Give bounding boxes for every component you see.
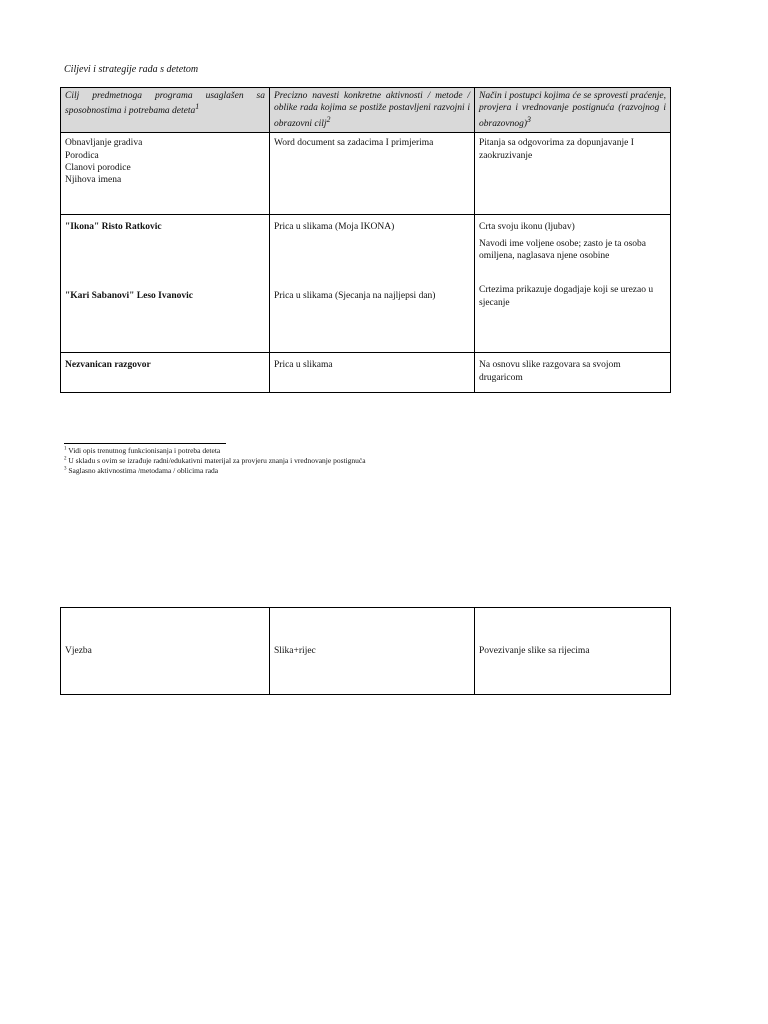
footnote-separator bbox=[64, 443, 226, 444]
cell-text: Nezvanican razgovor bbox=[65, 360, 151, 371]
cell-line: Clanovi porodice bbox=[65, 162, 131, 173]
cell-text: Prica u slikama (Sjecanja na najljepsi dan) bbox=[274, 290, 436, 301]
cell-text: Word document sa zadacima I primjerima bbox=[274, 138, 434, 149]
table-cell bbox=[270, 215, 475, 353]
cell-text: Prica u slikama bbox=[274, 360, 333, 371]
table-cell bbox=[475, 133, 671, 215]
footnote-ref: 1 bbox=[195, 102, 200, 112]
cell-line: Porodica bbox=[65, 150, 99, 161]
cell-text: Navodi ime voljene osobe; zasto je ta osoba omiljena, naglasava njene osobine bbox=[479, 238, 646, 261]
table-row bbox=[61, 353, 671, 393]
table-cell: Povezivanje slike sa rijecima bbox=[475, 608, 671, 695]
table-row bbox=[61, 215, 671, 353]
cell-text: Crta svoju ikonu (ljubav) bbox=[479, 222, 575, 233]
header-cell-evaluation: Način i postupci kojima će se sprovesti praćenje, provjera i vrednovanje postignuća (razvojnog i obrazovnog)$^3$ bbox=[475, 88, 671, 133]
table-cell bbox=[475, 215, 671, 353]
table-row bbox=[61, 133, 671, 215]
table-cell: Slika+rijec bbox=[270, 608, 475, 695]
header-cell-goal: Cilj predmetnoga programa usaglašen sa sposobnostima i potrebama deteta$^1$ bbox=[61, 88, 270, 133]
document-title: Ciljevi i strategije rada s detetom bbox=[64, 64, 199, 75]
header-row bbox=[61, 88, 671, 133]
cell-line: Njihova imena bbox=[65, 175, 122, 186]
story-title: "Kari Sabanovi" Leso Ivanovic bbox=[65, 290, 193, 301]
goals-table bbox=[60, 87, 671, 393]
footnote-ref: 2 bbox=[326, 114, 331, 124]
footnotes bbox=[64, 446, 366, 475]
cell-text: Prica u slikama (Moja IKONA) bbox=[274, 222, 395, 233]
table-cell bbox=[475, 353, 671, 393]
cell-text: Pitanja sa odgovorima za dopunjavanje I zaokruzivanje bbox=[479, 138, 634, 161]
footnote-ref: 3 bbox=[527, 114, 531, 124]
table-cell bbox=[61, 215, 270, 353]
cell-line: Obnavljanje gradiva bbox=[65, 138, 143, 149]
table-cell bbox=[270, 133, 475, 215]
cell-text: Na osnovu slike razgovara sa svojom drugaricom bbox=[479, 360, 621, 383]
table-row bbox=[61, 608, 671, 695]
table-cell bbox=[270, 353, 475, 393]
footnote: $^1$ Vidi opis trenutnog funkcionisanja i potreba deteta bbox=[64, 446, 221, 455]
footnote: $^2$ U skladu s ovim se izrađuje radni/edukativni materijal za provjeru znanja i vrednovanje postignuća bbox=[64, 455, 366, 465]
footnote: $^3$ Saglasno aktivnostima /metodama / oblicima rada bbox=[64, 465, 219, 475]
cell-text: Crtezima prikazuje dogadjaje koji se urezao u sjecanje bbox=[479, 285, 654, 308]
header-cell-activities: Precizno navesti konkretne aktivnosti / metode / oblike rada kojima se postiže postavljeni razvojni i obrazovni cilj$^2$ bbox=[270, 88, 475, 133]
table-cell bbox=[61, 353, 270, 393]
story-title: "Ikona" Risto Ratkovic bbox=[65, 222, 162, 233]
table-cell bbox=[61, 133, 270, 215]
table-cell: Vjezba bbox=[61, 608, 270, 695]
exercise-table bbox=[60, 607, 671, 695]
